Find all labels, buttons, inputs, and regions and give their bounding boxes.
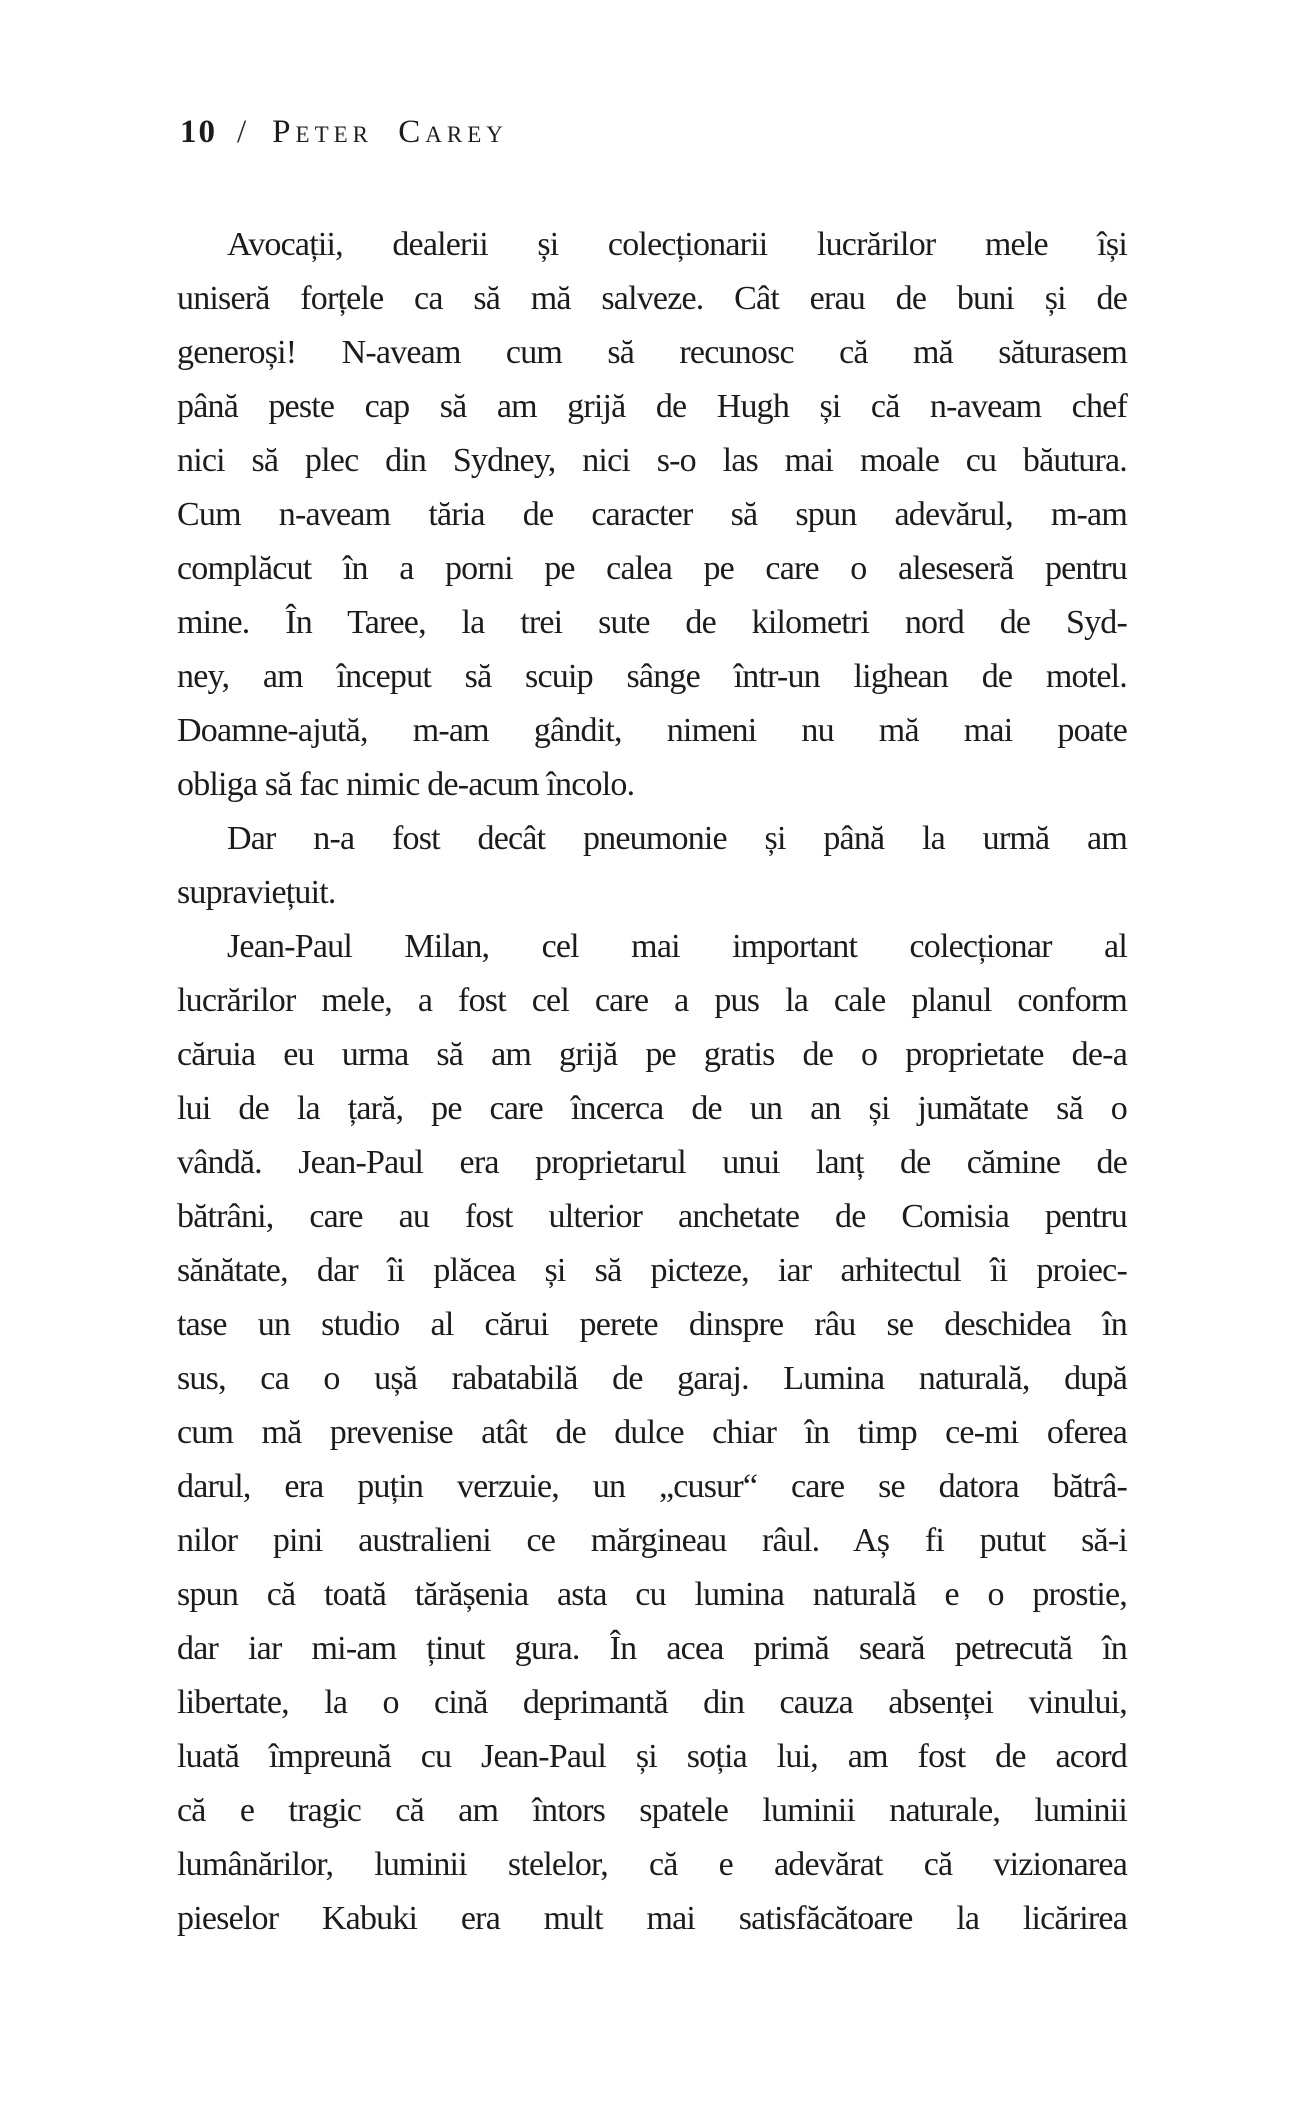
- text-line: lui de la țară, pe care încerca de un an și jumătate să o: [177, 1090, 1127, 1127]
- text-line: lumânărilor, luminii stelelor, că e adevărat că vizionarea: [177, 1846, 1127, 1883]
- text-line: lucrărilor mele, a fost cel care a pus la cale planul conform: [177, 982, 1127, 1019]
- text-line: supraviețuit.: [177, 874, 336, 911]
- text-line: cum mă prevenise atât de dulce chiar în timp ce-mi oferea: [177, 1414, 1127, 1451]
- text-line: bătrâni, care au fost ulterior anchetate de Comisia pentru: [177, 1198, 1127, 1235]
- text-line: complăcut în a porni pe calea pe care o aleseseră pentru: [177, 550, 1127, 587]
- text-line: Cum n-aveam tăria de caracter să spun adevărul, m-am: [177, 496, 1127, 533]
- text-line: nici să plec din Sydney, nici s-o las mai moale cu băutura.: [177, 442, 1127, 479]
- text-line: darul, era puțin verzuie, un „cusur“ care se datora bătrâ-: [177, 1468, 1127, 1505]
- text-line: căruia eu urma să am grijă pe gratis de o proprietate de-a: [177, 1036, 1127, 1073]
- text-line: nilor pini australieni ce mărgineau râul. Aș fi putut să-i: [177, 1522, 1127, 1559]
- text-line: Avocații, dealerii și colecționarii lucrărilor mele își: [227, 226, 1127, 263]
- text-line: uniseră forțele ca să mă salveze. Cât erau de buni și de: [177, 280, 1127, 317]
- text-block: [177, 218, 1127, 1946]
- text-line: vândă. Jean-Paul era proprietarul unui lanț de cămine de: [177, 1144, 1127, 1181]
- text-line: spun că toată tărășenia asta cu lumina naturală e o prostie,: [177, 1576, 1127, 1613]
- text-line: sănătate, dar îi plăcea și să picteze, iar arhitectul îi proiec-: [177, 1252, 1127, 1289]
- text-line: libertate, la o cină deprimantă din cauza absenței vinului,: [177, 1684, 1127, 1721]
- text-line: Dar n-a fost decât pneumonie și până la urmă am: [227, 820, 1127, 857]
- text-line: obliga să fac nimic de-acum încolo.: [177, 766, 635, 803]
- header-separator: /: [237, 114, 247, 150]
- text-line: luată împreună cu Jean-Paul și soția lui, am fost de acord: [177, 1738, 1127, 1775]
- text-line: mine. În Taree, la trei sute de kilometri nord de Syd-: [177, 604, 1127, 641]
- text-line: Jean-Paul Milan, cel mai important colecționar al: [227, 928, 1127, 965]
- text-line: generoși! N-aveam cum să recunosc că mă săturasem: [177, 334, 1127, 371]
- running-header: [180, 112, 508, 152]
- text-line: că e tragic că am întors spatele luminii naturale, luminii: [177, 1792, 1127, 1829]
- text-line: tase un studio al cărui perete dinspre râu se deschidea în: [177, 1306, 1127, 1343]
- text-line: Doamne-ajută, m-am gândit, nimeni nu mă mai poate: [177, 712, 1127, 749]
- text-line: ney, am început să scuip sânge într-un lighean de motel.: [177, 658, 1127, 695]
- text-line: dar iar mi-am ținut gura. În acea primă seară petrecută în: [177, 1630, 1127, 1667]
- page-number: 10: [180, 114, 217, 150]
- header-author: Peter Carey: [272, 114, 508, 150]
- text-line: pieselor Kabuki era mult mai satisfăcătoare la licărirea: [177, 1900, 1127, 1937]
- text-line: până peste cap să am grijă de Hugh și că n-aveam chef: [177, 388, 1127, 425]
- text-line: sus, ca o ușă rabatabilă de garaj. Lumina naturală, după: [177, 1360, 1127, 1397]
